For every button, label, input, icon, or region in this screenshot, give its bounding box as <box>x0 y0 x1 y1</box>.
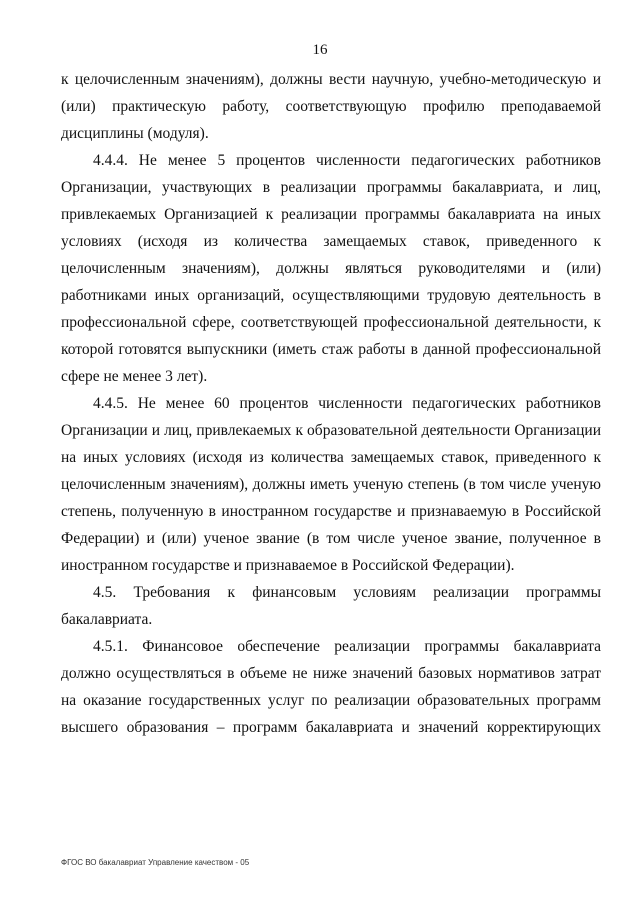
paragraph-4-4-4: 4.4.4. Не менее 5 процентов численности педагогических работников Организации, участвующих в реализации программы бакалавриата, и лиц, привлекаемых Организацией к реализации программы бакалавриата на иных условиях (исходя из количества замещаемых ставок, приведенного к целочисленным значениям), должны являться руководителями и (или) работниками иных организаций, осуществляющими трудовую деятельность в профессиональной сфере, соответствующей профессиональной деятельности, к которой готовятся выпускники (иметь стаж работы в данной профессиональной сфере не менее 3 лет). <box>61 152 601 385</box>
document-body <box>61 66 601 741</box>
paragraph-4-5-heading: 4.5. Требования к финансовым условиям реализации программы бакалавриата. <box>61 584 601 628</box>
paragraph-4-4-5: 4.4.5. Не менее 60 процентов численности педагогических работников Организации и лиц, привлекаемых к образовательной деятельности Организации на иных условиях (исходя из количества замещаемых ставок, приведенного к целочисленным значениям), должны иметь ученую степень (в том числе ученую степень, полученную в иностранном государстве и признаваемую в Российской Федерации) и (или) ученое звание (в том числе ученое звание, полученное в иностранном государстве и признаваемое в Российской Федерации). <box>61 395 601 574</box>
page-number: 16 <box>312 42 328 58</box>
page-footer: ФГОС ВО бакалавриат Управление качеством - 05 <box>61 858 250 867</box>
paragraph-continuation: к целочисленным значениям), должны вести научную, учебно-методическую и (или) практическую работу, соответствующую профилю преподаваемой дисциплины (модуля). <box>61 71 601 142</box>
paragraph-4-5-1: 4.5.1. Финансовое обеспечение реализации программы бакалавриата должно осуществляться в объеме не ниже значений базовых нормативов затрат на оказание государственных услуг по реализации образовательных программ высшего образования – программ бакалавриата и значений корректирующих <box>61 638 601 736</box>
